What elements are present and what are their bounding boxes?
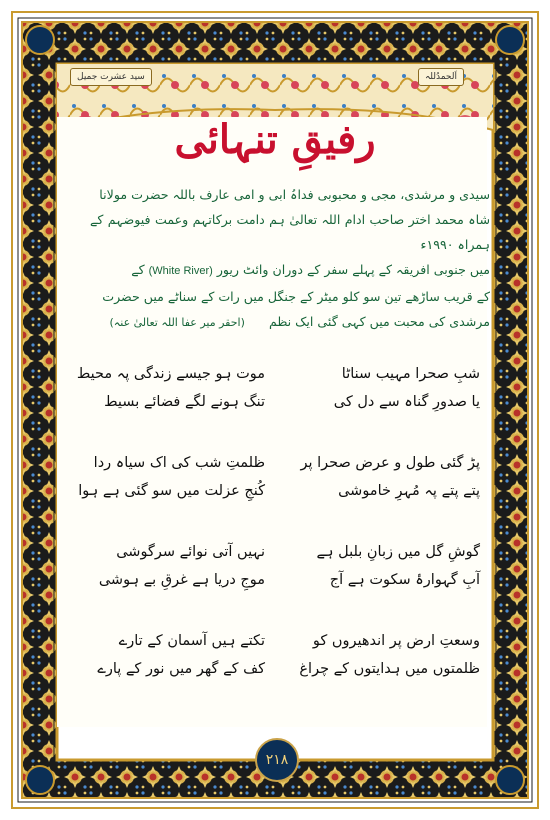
stanza <box>80 449 480 505</box>
poem-verses <box>76 360 480 716</box>
stanza <box>80 627 480 683</box>
verse-column-right <box>295 449 480 505</box>
verse-column-right <box>295 538 480 594</box>
calligraphy-cartouche: اَلحمدُللہ <box>418 68 464 86</box>
verse-line: تکتے ہیں آسمان کے تارے <box>118 633 265 649</box>
verse-line: کُنجِ عزلت میں سو گئی ہے ہوا <box>78 483 265 499</box>
verse-line: یا صدورِ گناہ سے دل کی <box>333 394 480 410</box>
intro-line <box>90 257 490 284</box>
intro-line: شاہ محمد اختر صاحب ادام اللہ تعالیٰ ہم دامت برکاتہم وعمت فیوضہم کے ہمراہ ۱۹۹۰ء <box>90 212 490 252</box>
author-attribution: (احقر میر عفا اللہ تعالیٰ عنہ) <box>109 316 245 329</box>
verse-column-left <box>80 449 265 505</box>
intro-line: کے قریب ساڑھے تین سو کلو میٹر کے جنگل میں رات کے سناٹے میں حضرت <box>102 289 490 304</box>
intro-line <box>90 309 490 335</box>
verse-line: آبِ گہوارۂ سکوت ہے آج <box>329 572 480 588</box>
verse-line: موجِ دریا ہے غرقِ بے ہوشی <box>98 572 265 588</box>
verse-line: شبِ صحرا مہیب سناٹا <box>341 366 480 382</box>
verse-line: پتے پتے پہ مُہرِ خاموشی <box>338 483 480 499</box>
verse-line: گوشِ گل میں زبانِ بلبل ہے <box>316 544 480 560</box>
intro-paragraph <box>90 182 490 335</box>
verse-line: نہیں آتی نوائے سرگوشی <box>116 544 265 560</box>
verse-line: کف کے گھر میں نور کے پارے <box>97 661 265 677</box>
page-number-badge: ۲۱۸ <box>255 738 299 782</box>
artist-cartouche: سید عشرت جمیل <box>70 68 152 86</box>
verse-column-right <box>295 360 480 416</box>
verse-line: تنگ ہونے لگے فضائے بسیط <box>104 394 265 410</box>
verse-line: ظلمتوں میں ہدایتوں کے چراغ <box>299 661 480 677</box>
verse-column-left <box>76 360 265 416</box>
verse-column-right <box>295 627 480 683</box>
place-name-latin: (White River) <box>148 265 213 277</box>
stanza <box>76 360 480 416</box>
intro-line: سیدی و مرشدی، مجی و محبوبی فداہُ ابی و امی عارف باللہ حضرت مولانا <box>99 187 490 202</box>
verse-line: وسعتِ ارض پر اندھیروں کو <box>312 633 480 649</box>
intro-text: مرشدی کی محبت میں کہی گئی ایک نظم <box>268 314 490 329</box>
intro-text: میں جنوبی افریقہ کے پہلے سفر کے دوران وائٹ ریور <box>216 262 490 277</box>
verse-column-left <box>80 627 265 683</box>
poem-title: رفیقِ تنہائی <box>174 116 376 163</box>
intro-text: کے <box>131 262 145 277</box>
verse-line: پڑ گئی طول و عرض صحرا پر <box>300 455 480 471</box>
verse-line: ظلمتِ شب کی اک سیاہ ردا <box>93 455 265 471</box>
verse-line: موت ہو جیسے زندگی پہ محیط <box>76 366 265 382</box>
verse-column-left <box>80 538 265 594</box>
stanza <box>80 538 480 594</box>
